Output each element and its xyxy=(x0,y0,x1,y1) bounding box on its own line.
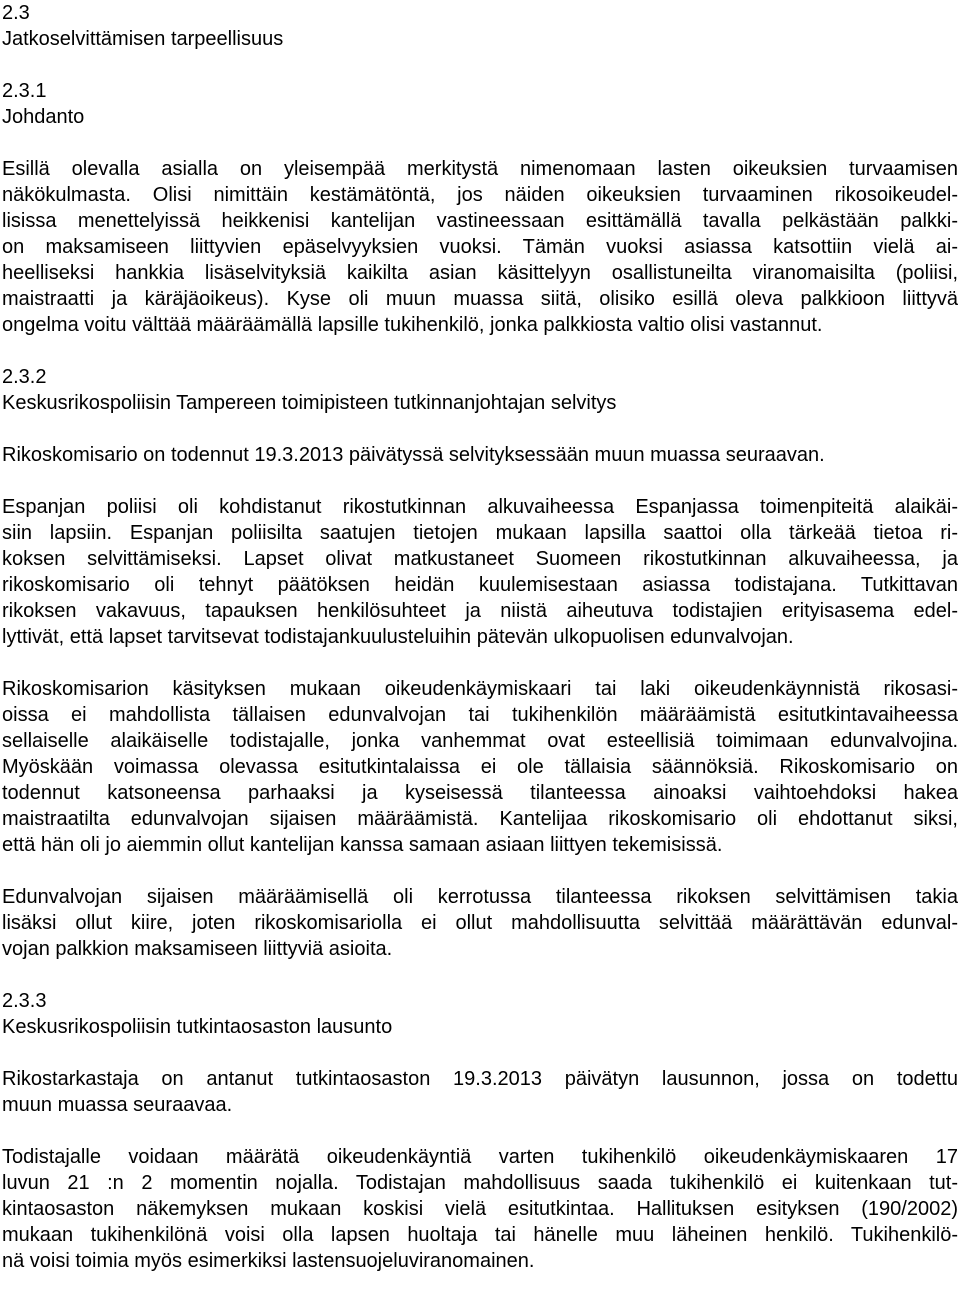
paragraph-line: sellaiselle alaikäiselle todistajalle, jonka vanhemmat ovat esteellisiä toimimaan edunvalvojina. xyxy=(2,730,958,752)
subsection-number: 2.3.3 xyxy=(2,990,47,1012)
paragraph-line: Myöskään voimassa olevassa esitutkintalaissa ei ole tällaisia säännöksiä. Rikoskomisario on xyxy=(2,756,958,778)
paragraph-line: siin lapsiin. Espanjan poliisilta saatujen tietojen mukaan lapsilla saattoi olla tärkeää tietoa ri- xyxy=(2,522,958,544)
paragraph-line: Todistajalle voidaan määrätä oikeudenkäyntiä varten tukihenkilö oikeudenkäymiskaaren 17 xyxy=(2,1146,958,1168)
subsection-number: 2.3.1 xyxy=(2,80,47,102)
document-page xyxy=(2,0,958,1274)
paragraph-line: Espanjan poliisi oli kohdistanut rikostutkinnan alkuvaiheessa Espanjassa toimenpiteitä alaikäi- xyxy=(2,496,958,518)
paragraph-line: koksen selvittämiseksi. Lapset olivat matkustaneet Suomeen rikostutkinnan alkuvaiheessa, ja xyxy=(2,548,958,570)
paragraph-line: muun muassa seuraavaa. xyxy=(2,1094,233,1116)
paragraph xyxy=(2,676,958,858)
paragraph-line: nä voisi toimia myös esimerkiksi lastensuojeluviranomainen. xyxy=(2,1250,535,1272)
paragraph-line: mukaan tukihenkilönä voisi olla lapsen huoltaja tai hänelle muu läheinen henkilö. Tukihenkilö- xyxy=(2,1224,958,1246)
paragraph-line: kintaosaston näkemyksen mukaan koskisi vielä esitutkintaa. Hallituksen esityksen (190/2002) xyxy=(2,1198,958,1220)
paragraph xyxy=(2,494,958,650)
paragraph-line: maistraatti ja käräjäoikeus). Kyse oli muun muassa siitä, olisiko esillä oleva palkkioon liittyvä xyxy=(2,288,958,310)
subsection-title: Johdanto xyxy=(2,106,85,128)
paragraph-line: rikoskomisario oli tehnyt päätöksen heidän kuulemisestaan asiassa todistajana. Tutkittavan xyxy=(2,574,958,596)
paragraph xyxy=(2,884,958,962)
paragraph-line: heelliseksi hankkia lisäselvityksiä kaikilta asian käsittelyyn osallistuneilta viranomaisilta (poliisi, xyxy=(2,262,958,284)
paragraph-line: Rikoskomisarion käsityksen mukaan oikeudenkäymiskaari tai laki oikeudenkäynnistä rikosasi- xyxy=(2,678,958,700)
paragraph-line: Edunvalvojan sijaisen määräämisellä oli kerrotussa tilanteessa rikoksen selvittämisen takia xyxy=(2,886,958,908)
paragraph xyxy=(2,442,958,468)
paragraph-line: luvun 21 :n 2 momentin nojalla. Todistajan mahdollisuus saada tukihenkilö ei kuitenkaan tut- xyxy=(2,1172,958,1194)
section-title: Jatkoselvittämisen tarpeellisuus xyxy=(2,28,284,50)
paragraph xyxy=(2,156,958,338)
paragraph-line: todennut katsoneensa parhaaksi ja kyseisessä tilanteessa ainoaksi vaihtoehdoksi hakea xyxy=(2,782,958,804)
paragraph-line: vojan palkkion maksamiseen liittyviä asioita. xyxy=(2,938,393,960)
paragraph-line: lisissa menettelyissä heikkenisi kantelijan vastineessaan esittämällä tavalla pelkästään palkki- xyxy=(2,210,958,232)
paragraph xyxy=(2,1144,958,1274)
section-number: 2.3 xyxy=(2,2,30,24)
paragraph-line: että hän oli jo aiemmin ollut kantelijan kanssa samaan asiaan liittyen tekemisissä. xyxy=(2,834,723,856)
paragraph-line: Esillä olevalla asialla on yleisempää merkitystä nimenomaan lasten oikeuksien turvaamisen xyxy=(2,158,958,180)
paragraph-line: maistraatilta edunvalvojan sijaisen määräämistä. Kantelijaa rikoskomisario oli ehdottanut siksi, xyxy=(2,808,958,830)
subsection-title: Keskusrikospoliisin Tampereen toimipisteen tutkinnanjohtajan selvitys xyxy=(2,392,617,414)
paragraph-line: on maksamiseen liittyvien epäselvyyksien vuoksi. Tämän vuoksi asiassa katsottiin vielä ai- xyxy=(2,236,958,258)
paragraph-line: ongelma voitu välttää määräämällä lapsille tukihenkilö, jonka palkkiosta valtio olisi vastannut. xyxy=(2,314,823,336)
subsection-number: 2.3.2 xyxy=(2,366,47,388)
paragraph-line: rikoksen vakavuus, tapauksen henkilösuhteet ja niistä aiheutuva todistajien erityisasema edel- xyxy=(2,600,958,622)
paragraph-line: oissa ei mahdollista tällaisen edunvalvojan tai tukihenkilön määräämistä esitutkintavaiheessa xyxy=(2,704,958,726)
paragraph-line: Rikostarkastaja on antanut tutkintaosaston 19.3.2013 päivätyn lausunnon, jossa on todettu xyxy=(2,1068,958,1090)
paragraph xyxy=(2,1066,958,1118)
paragraph-line: näkökulmasta. Olisi nimittäin kestämätöntä, jos näiden oikeuksien turvaaminen rikosoikeudel- xyxy=(2,184,958,206)
paragraph-line: Rikoskomisario on todennut 19.3.2013 päivätyssä selvityksessään muun muassa seuraavan. xyxy=(2,444,825,466)
subsection-title: Keskusrikospoliisin tutkintaosaston lausunto xyxy=(2,1016,393,1038)
paragraph-line: lisäksi ollut kiire, joten rikoskomisariolla ei ollut mahdollisuutta selvittää määrättävän edunval- xyxy=(2,912,958,934)
paragraph-line: lyttivät, että lapset tarvitsevat todistajankuulusteluihin pätevän ulkopuolisen edunvalvojan. xyxy=(2,626,794,648)
